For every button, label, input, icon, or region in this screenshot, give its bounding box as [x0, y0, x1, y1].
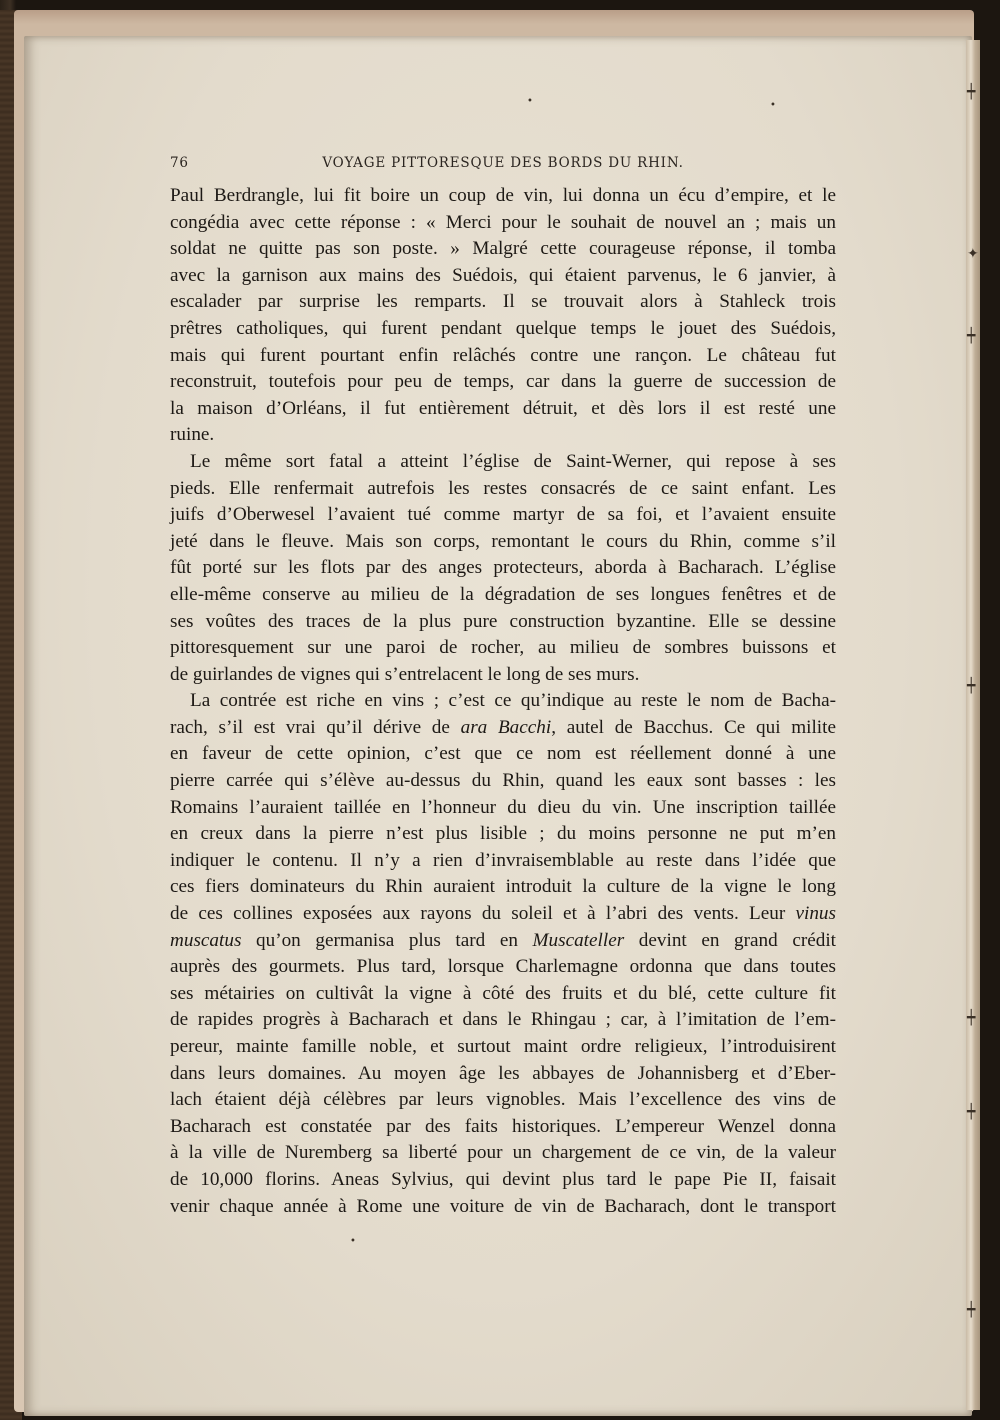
text-line: ces fiers dominateurs du Rhin auraient introduit la culture de la vigne le long	[170, 876, 836, 898]
text-line: fût porté sur les flots par des anges protecteurs, aborda à Bacharach. L’église	[170, 557, 836, 579]
text-line: pittoresquement sur une paroi de rocher, au milieu de sombres buissons et	[170, 637, 836, 659]
text-line: jeté dans le fleuve. Mais son corps, remontant le cours du Rhin, comme s’il	[170, 530, 836, 552]
text-line: elle-même conserve au milieu de la dégradation de ses longues fenêtres et de	[170, 583, 836, 605]
text-line: de 10,000 florins. Aneas Sylvius, qui devint plus tard le pape Pie II, faisait	[170, 1168, 836, 1190]
text-line: juifs d’Oberwesel l’avaient tué comme martyr de sa foi, et l’avaient ensuite	[170, 504, 836, 526]
thread-mark-icon: ┿	[967, 678, 976, 694]
text-line: soldat ne quitte pas son poste. » Malgré cette courageuse réponse, il tomba	[170, 238, 836, 260]
thread-mark-icon: ┿	[967, 84, 976, 100]
paragraph	[170, 183, 836, 449]
running-title: VOYAGE PITTORESQUE DES BORDS DU RHIN.	[322, 155, 684, 171]
thread-mark-icon: ✦	[967, 246, 979, 262]
thread-mark-icon: ┿	[967, 1010, 976, 1026]
text-line: de rapides progrès à Bacharach et dans le Rhingau ; car, à l’imitation de l’em-	[170, 1009, 836, 1031]
text-line: auprès des gourmets. Plus tard, lorsque Charlemagne ordonna que dans toutes	[170, 956, 836, 978]
text-line: de ces collines exposées aux rayons du soleil et à l’abri des vents. Leur vinus	[170, 903, 836, 925]
text-line: la maison d’Orléans, il fut entièrement détruit, et dès lors il est resté une	[170, 397, 836, 419]
text-line: pieds. Elle renfermait autrefois les restes consacrés de ce saint enfant. Les	[170, 477, 836, 499]
text-line: avec la garnison aux mains des Suédois, qui étaient parvenus, le 6 janvier, à	[170, 264, 836, 286]
paragraph	[170, 449, 836, 688]
text-line: Bacharach est constatée par des faits historiques. L’empereur Wenzel donna	[170, 1115, 836, 1137]
text-line: lach étaient déjà célèbres par leurs vignobles. Mais l’excellence des vins de	[170, 1089, 836, 1111]
text-line: Paul Berdrangle, lui fit boire un coup de vin, lui donna un écu d’empire, et le	[170, 185, 836, 206]
text-line: pierre carrée qui s’élève au-dessus du Rhin, quand les eaux sont basses : les	[170, 770, 836, 792]
text-line: La contrée est riche en vins ; c’est ce qu’indique au reste le nom de Bacha-	[190, 690, 836, 712]
ink-speck: •	[770, 100, 776, 111]
text-line: escalader par surprise les remparts. Il se trouvait alors à Stahleck trois	[170, 291, 836, 313]
text-line: ses voûtes des traces de la plus pure construction byzantine. Elle se dessine	[170, 610, 836, 632]
thread-mark-icon: ┿	[967, 1104, 976, 1120]
running-head	[170, 155, 836, 175]
text-line: à la ville de Nuremberg sa liberté pour un chargement de ce vin, de la valeur	[170, 1142, 836, 1164]
text-line: mais qui furent pourtant enfin relâchés contre une rançon. Le château fut	[170, 344, 836, 366]
paragraph	[170, 688, 836, 1220]
text-line: muscatus qu’on germanisa plus tard en Muscateller devint en grand crédit	[170, 929, 836, 951]
text-line: Le même sort fatal a atteint l’église de Saint-Werner, qui repose à ses	[190, 450, 836, 472]
text-line: ruine.	[170, 424, 215, 446]
text-line: en faveur de cette opinion, c’est que ce nom est réellement donné à une	[170, 743, 836, 765]
text-line: de guirlandes de vignes qui s’entrelacent le long de ses murs.	[170, 663, 640, 685]
text-line: Romains l’auraient taillée en l’honneur du dieu du vin. Une inscription taillée	[170, 796, 836, 818]
text-line: prêtres catholiques, qui furent pendant quelque temps le jouet des Suédois,	[170, 317, 836, 339]
text-line: ses métairies on cultivât la vigne à côté des fruits et du blé, cette culture fit	[170, 982, 836, 1004]
text-line: indiquer le contenu. Il n’y a rien d’invraisemblable au reste dans l’idée que	[170, 849, 836, 871]
text-line: en creux dans la pierre n’est plus lisible ; du moins personne ne put m’en	[170, 823, 836, 845]
text-line: pereur, mainte famille noble, et surtout maint ordre religieux, l’introduisirent	[170, 1036, 836, 1057]
thread-mark-icon: ┿	[967, 328, 976, 344]
ink-speck: •	[350, 1236, 356, 1247]
thread-mark-icon: ┿	[967, 1302, 976, 1318]
text-line: reconstruit, toutefois pour peu de temps, car dans la guerre de succession de	[170, 371, 836, 393]
body-text	[170, 183, 836, 1220]
text-line: congédia avec cette réponse : « Merci pour le souhait de nouvel an ; mais un	[170, 211, 836, 233]
page-number: 76	[170, 155, 189, 171]
text-line: venir chaque année à Rome une voiture de vin de Bacharach, dont le transport	[170, 1195, 836, 1217]
text-line: dans leurs domaines. Au moyen âge les abbayes de Johannisberg et d’Eber-	[170, 1062, 836, 1084]
ink-speck: •	[527, 96, 533, 107]
text-line: rach, s’il est vrai qu’il dérive de ara Bacchi, autel de Bacchus. Ce qui milite	[170, 716, 836, 738]
